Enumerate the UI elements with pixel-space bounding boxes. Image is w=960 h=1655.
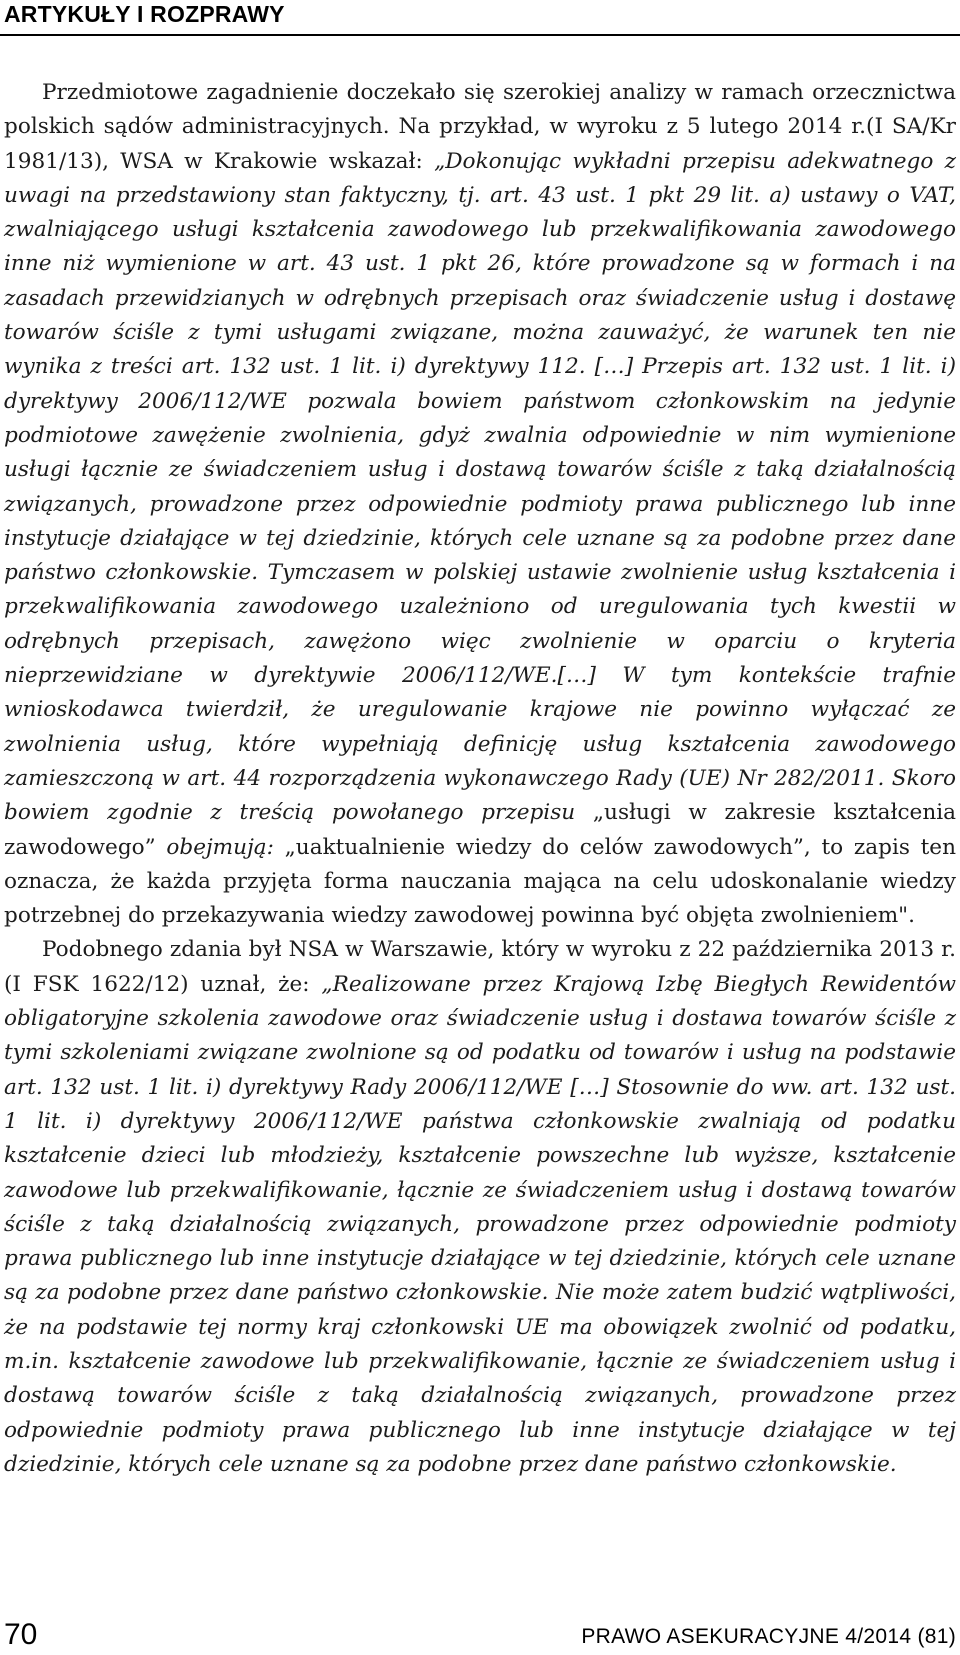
page-header [0, 0, 960, 36]
paragraph-text: „usługi w zakresie kształcenia zawodowego” [4, 800, 957, 860]
page-number: 70 [4, 1618, 38, 1651]
quotation: obejmują: [155, 834, 285, 860]
journal-title: PRAWO ASEKURACYJNE 4/2014 (81) [581, 1625, 956, 1648]
paragraph [4, 933, 956, 1482]
quotation: „Realizowane przez Krajową Izbę Biegłych Rewidentów obligatoryjne szkolenia zawodowe oraz świadczenie usług i dostawa towarów ściśle z tymi szkoleniami związane zwolnione są od podatku od towarów i usług na podstawie art. 132 ust. 1 lit. i) dyrektywy Rady 2006/112/WE […] Stosownie do ww. art. 132 ust. 1 lit. i) dyrektywy 2006/112/WE państwa członkowskie zwalniają od podatku kształcenie dzieci lub młodzieży, kształcenie powszechne lub wyższe, kształcenie zawodowe lub przekwalifikowanie, łącznie ze świadczeniem usług i dostawą towarów ściśle z taką działalnością związanych, prowadzone przez odpowiednie podmioty prawa publicznego lub inne instytucje działające w tej dziedzinie, których cele uznane są za podobne przez dane państwo członkowskie. Nie może zatem budzić wątpliwości, że na podstawie tej normy kraj członkowski UE ma obowiązek zwolnić od podatku, m.in. kształcenie zawodowe lub przekwalifikowanie, łącznie ze świadczeniem usług i dostawą towarów ściśle z taką działalnością związanych, prowadzone przez odpowiednie podmioty prawa publicznego lub inne instytucje działające w tej dziedzinie, których cele uznane są za podobne przez dane państwo członkowskie. [4, 971, 956, 1477]
article-body [4, 76, 956, 1482]
section-title: ARTYKUŁY I ROZPRAWY [4, 1, 285, 27]
paragraph-text: „uaktualnienie wiedzy do celów zawodowych”, to zapis ten oznacza, że każda przyjęta forma nauczania mająca na celu udoskonalanie wiedzy potrzebnej do przekazywania wiedzy zawodowej powinna być objęta zwolnieniem". [4, 834, 956, 929]
paragraph-text: Przedmiotowe zagadnienie doczekało się szerokiej analizy w ramach orzecznictwa polskich sądów administracyjnych. Na przykład, w wyroku z 5 lutego 2014 r.(I SA/Kr 1981/13), WSA w Krakowie wskazał: [4, 80, 956, 174]
paragraph-text: Podobnego zdania był NSA w Warszawie, który w wyroku z 22 października 2013 r.(I FSK 1622/12) uznał, że: [4, 937, 956, 997]
paragraph [4, 76, 956, 933]
page-footer [0, 1618, 960, 1654]
quotation: „Dokonując wykładni przepisu adekwatnego z uwagi na przedstawiony stan faktyczny, tj. art. 43 ust. 1 pkt 29 lit. a) ustawy o VAT, zwalniającego usługi kształcenia zawodowego lub przekwalifikowania zawodowego inne niż wymienione w art. 43 ust. 1 pkt 26, które prowadzone są w formach i na zasadach przewidzianych w odrębnych przepisach oraz świadczenie usług i dostawę towarów ściśle z tymi usługami związane, można zauważyć, że warunek ten nie wynika z treści art. 132 ust. 1 lit. i) dyrektywy 112. […] Przepis art. 132 ust. 1 lit. i) dyrektywy 2006/112/WE pozwala bowiem państwom członkowskim na jedynie podmiotowe zawężenie zwolnienia, gdyż zwalnia odpowiednie w nim wymienione usługi łącznie ze świadczeniem usług i dostawą towarów ściśle z taką działalnością związanych, prowadzone przez odpowiednie podmioty prawa publicznego lub inne instytucje działające w tej dziedzinie, których cele uznane są za podobne przez dane państwo członkowskie. Tymczasem w polskiej ustawie zwolnienie usług kształcenia i przekwalifikowania zawodowego uzależniono od uregulowania tych kwestii w odrębnych przepisach, zawężono więc zwolnienie w oparciu o kryteria nieprzewidziane w dyrektywie 2006/112/WE.[…] W tym kontekście trafnie wnioskodawca twierdził, że uregulowanie krajowe nie powinno wyłączać ze zwolnienia usług, które wypełniają definicję usług kształcenia zawodowego zamieszczoną w art. 44 rozporządzenia wykonawczego Rady (UE) Nr 282/2011. Skoro bowiem zgodnie z treścią powołanego przepisu [4, 148, 956, 826]
